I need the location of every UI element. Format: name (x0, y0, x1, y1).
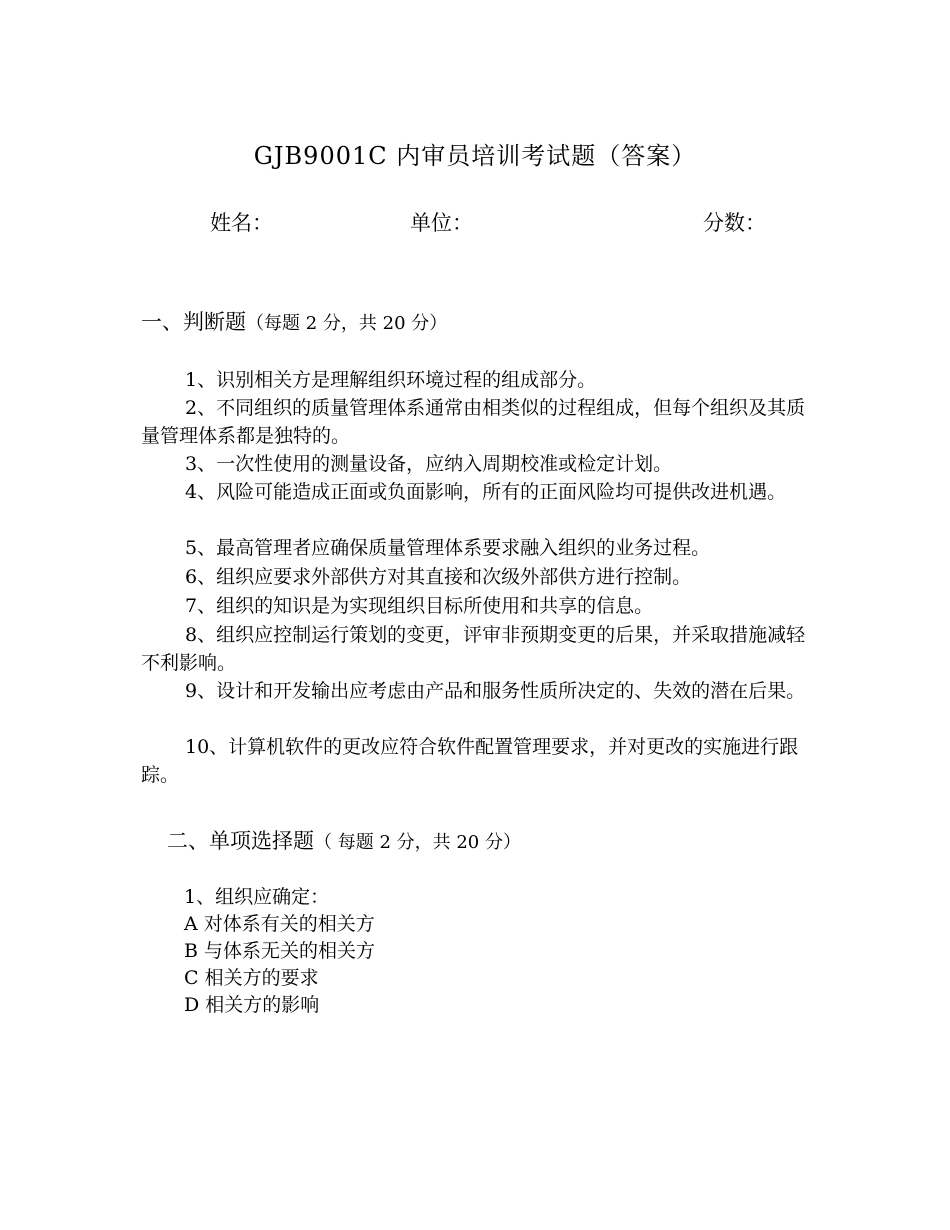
score-field-label: 分数： (703, 211, 766, 235)
true-false-question-7: 7、组织的知识是为实现组织目标所使用和共享的信息。 (185, 595, 654, 617)
true-false-question-6: 6、组织应要求外部供方对其直接和次级外部供方进行控制。 (185, 566, 692, 588)
true-false-question-5: 5、最高管理者应确保质量管理体系要求融入组织的业务过程。 (185, 537, 711, 559)
true-false-question-1: 1、识别相关方是理解组织环境过程的组成部分。 (185, 369, 597, 391)
section-1-title: 一、判断题 (141, 310, 246, 334)
section-2-scoring-note: （ 每题 2 分，共 20 分） (314, 832, 521, 853)
section-1-scoring-note: （每题 2 分，共 20 分） (246, 313, 448, 334)
multiple-choice-question-1 (184, 884, 375, 1019)
option-c: C 相关方的要求 (184, 967, 319, 989)
question-stem: 1、组织应确定： (184, 886, 330, 908)
true-false-question-4: 4、风险可能造成正面或负面影响，所有的正面风险均可提供改进机遇。 (185, 481, 787, 503)
true-false-question-2: 2、不同组织的质量管理体系通常由相类似的过程组成，但每个组织及其质量管理体系都是独特的。 (141, 397, 806, 447)
option-d: D 相关方的影响 (184, 994, 320, 1016)
unit-field-label: 单位： (410, 211, 473, 235)
section-1-heading (141, 306, 447, 336)
option-a: A 对体系有关的相关方 (184, 913, 375, 935)
name-field-label: 姓名： (210, 211, 273, 235)
true-false-question-3: 3、一次性使用的测量设备，应纳入周期校准或检定计划。 (185, 453, 673, 475)
document-title: GJB9001C 内审员培训考试题（答案） (253, 142, 697, 170)
true-false-question-9: 9、设计和开发输出应考虑由产品和服务性质所决定的、失效的潜在后果。 (185, 680, 806, 702)
true-false-question-10: 10、计算机软件的更改应符合软件配置管理要求，并对更改的实施进行跟踪。 (141, 736, 799, 786)
true-false-question-8: 8、组织应控制运行策划的变更，评审非预期变更的后果，并采取措施减轻不利影响。 (141, 624, 806, 674)
option-b: B 与体系无关的相关方 (184, 940, 376, 962)
section-2-heading (167, 825, 521, 855)
section-2-title: 二、单项选择题 (167, 829, 314, 853)
